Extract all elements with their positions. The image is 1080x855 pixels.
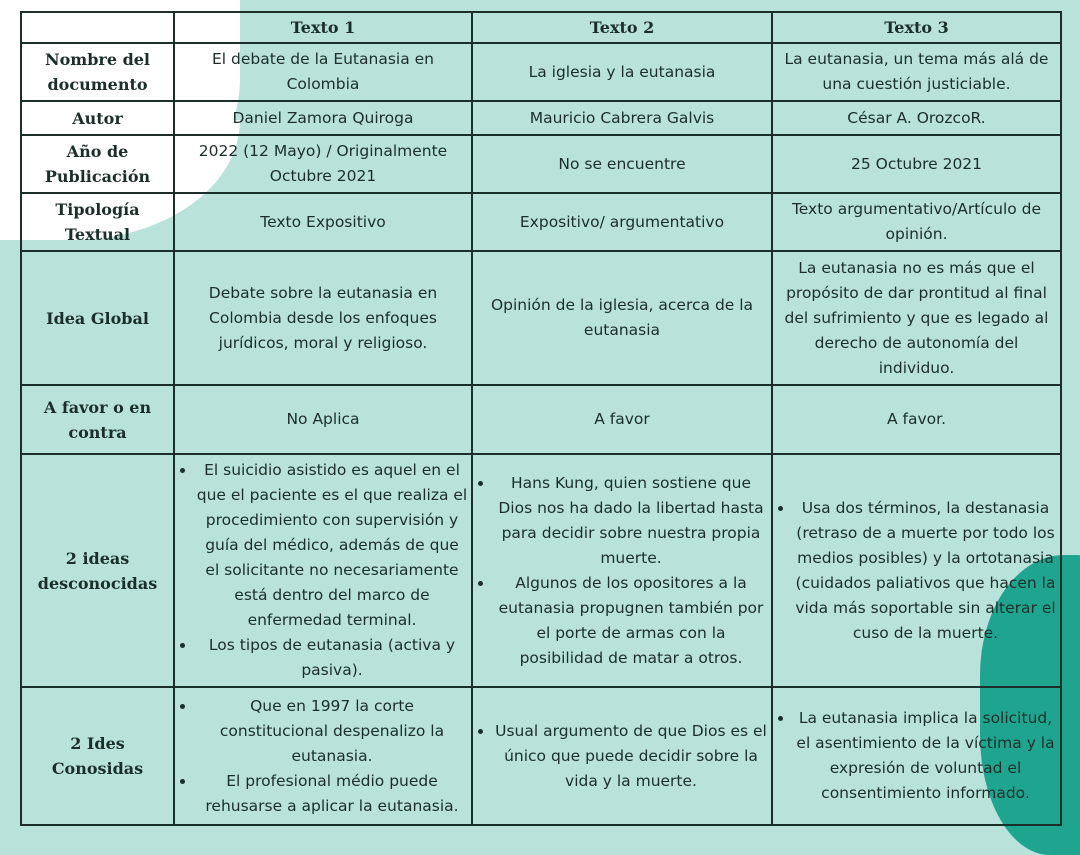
cell-desconocidas-2 xyxy=(472,454,772,687)
cell-autor-1: Daniel Zamora Quiroga xyxy=(174,101,472,135)
list-item: • Que en 1997 la corte constitucional despenalizo la eutanasia. xyxy=(196,694,468,769)
cell-idea-1: Debate sobre la eutanasia en Colombia desde los enfoques jurídicos, moral y religioso. xyxy=(174,251,472,385)
cell-autor-2: Mauricio Cabrera Galvis xyxy=(472,101,772,135)
bullet-list xyxy=(178,694,468,819)
cell-desconocidas-1 xyxy=(174,454,472,687)
cell-conocidas-3 xyxy=(772,687,1061,825)
cell-favor-3: A favor. xyxy=(772,385,1061,454)
cell-idea-2: Opinión de la iglesia, acerca de la eutanasia xyxy=(472,251,772,385)
cell-conocidas-2 xyxy=(472,687,772,825)
cell-nombre-3: La eutanasia, un tema más alá de una cuestión justiciable. xyxy=(772,43,1061,101)
table-row xyxy=(21,454,1061,687)
cell-tipologia-1: Texto Expositivo xyxy=(174,193,472,251)
column-header-texto-3: Texto 3 xyxy=(772,12,1061,43)
list-item: • El profesional médio puede rehusarse a aplicar la eutanasia. xyxy=(196,769,468,819)
cell-anio-2: No se encuentre xyxy=(472,135,772,193)
table-row xyxy=(21,135,1061,193)
list-item: • Usual argumento de que Dios es el único que puede decidir sobre la vida y la muerte. xyxy=(494,719,768,794)
table-row xyxy=(21,687,1061,825)
column-header-texto-1: Texto 1 xyxy=(174,12,472,43)
table-row xyxy=(21,193,1061,251)
cell-desconocidas-3 xyxy=(772,454,1061,687)
row-label-anio: Año de Publicación xyxy=(21,135,174,193)
empty-corner-cell xyxy=(21,12,174,43)
table-row xyxy=(21,251,1061,385)
cell-autor-3: César A. OrozcoR. xyxy=(772,101,1061,135)
row-label-idea: Idea Global xyxy=(21,251,174,385)
cell-conocidas-1 xyxy=(174,687,472,825)
bullet-list xyxy=(476,471,768,671)
bullet-list xyxy=(776,706,1057,806)
header-row xyxy=(21,12,1061,43)
bullet-list xyxy=(178,458,468,683)
bullet-list xyxy=(776,496,1057,646)
cell-anio-1: 2022 (12 Mayo) / Originalmente Octubre 2021 xyxy=(174,135,472,193)
cell-nombre-1: El debate de la Eutanasia en Colombia xyxy=(174,43,472,101)
row-label-nombre: Nombre del documento xyxy=(21,43,174,101)
row-label-favor: A favor o en contra xyxy=(21,385,174,454)
list-item: • Algunos de los opositores a la eutanasia propugnen también por el porte de armas con la posibilidad de matar a otros. xyxy=(494,571,768,671)
cell-tipologia-3: Texto argumentativo/Artículo de opinión. xyxy=(772,193,1061,251)
list-item: • El suicidio asistido es aquel en el que el paciente es el que realiza el procedimiento con supervisión y guía del médico, además de que el solicitante no necesariamente está dentro del marco de enfermedad terminal. xyxy=(196,458,468,633)
row-label-conocidas: 2 Ides Conosidas xyxy=(21,687,174,825)
cell-nombre-2: La iglesia y la eutanasia xyxy=(472,43,772,101)
cell-favor-2: A favor xyxy=(472,385,772,454)
list-item: • Usa dos términos, la destanasia (retraso de a muerte por todo los medios posibles) y la ortotanasia (cuidados paliativos que hacen la vida más soportable sin alterar el cuso de la muerte. xyxy=(794,496,1057,646)
table-row xyxy=(21,43,1061,101)
cell-tipologia-2: Expositivo/ argumentativo xyxy=(472,193,772,251)
row-label-tipologia: Tipología Textual xyxy=(21,193,174,251)
bullet-list xyxy=(476,719,768,794)
row-label-desconocidas: 2 ideas desconocidas xyxy=(21,454,174,687)
column-header-texto-2: Texto 2 xyxy=(472,12,772,43)
table-row xyxy=(21,385,1061,454)
table-row xyxy=(21,101,1061,135)
row-label-autor: Autor xyxy=(21,101,174,135)
cell-idea-3: La eutanasia no es más que el propósito de dar prontitud al final del sufrimiento y que es legado al derecho de autonomía del individuo. xyxy=(772,251,1061,385)
list-item: • Los tipos de eutanasia (activa y pasiva). xyxy=(196,633,468,683)
cell-anio-3: 25 Octubre 2021 xyxy=(772,135,1061,193)
comparison-table xyxy=(20,11,1062,826)
list-item: • La eutanasia implica la solicitud, el asentimiento de la víctima y la expresión de voluntad el consentimiento informado. xyxy=(794,706,1057,806)
cell-favor-1: No Aplica xyxy=(174,385,472,454)
list-item: • Hans Kung, quien sostiene que Dios nos ha dado la libertad hasta para decidir sobre nuestra propia muerte. xyxy=(494,471,768,571)
